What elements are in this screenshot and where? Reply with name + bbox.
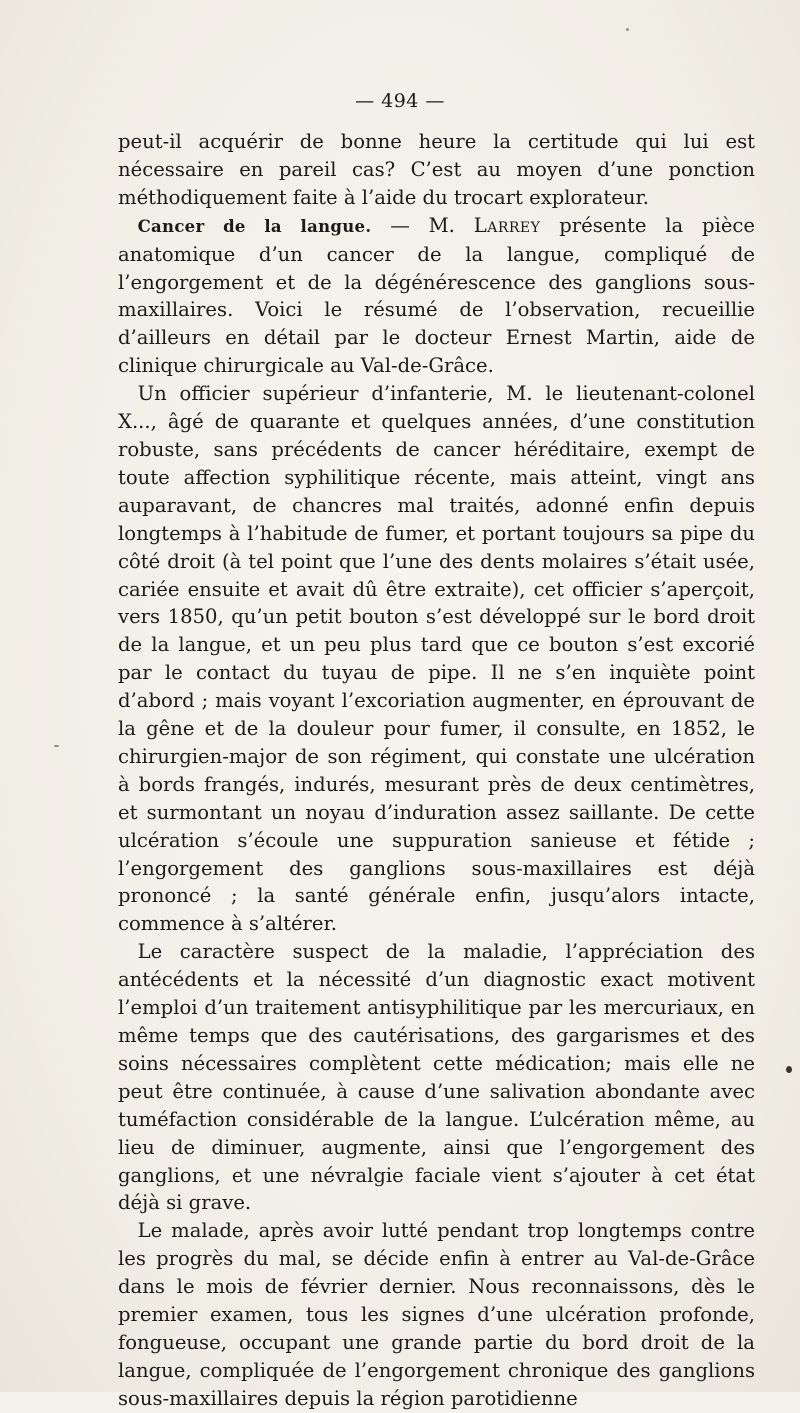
paragraph-1: peut-il acquérir de bonne heure la certitude qui lui est nécessaire en pareil cas? C’est au moyen d’une ponction méthodiquement faite à l’aide du trocart explorateur. — [118, 130, 755, 209]
paragraph-2 — [118, 212, 755, 380]
margin-speck — [626, 28, 629, 31]
paragraph-2-text: présente la pièce anatomique d’un cancer de la langue, compliqué de l’engorgement et de la dégénérescence des ganglions sous-maxillaires. Voici le résumé de l’observation, recueillie d’ailleurs en détail par le docteur Ernest Martin, aide de clinique chirurgicale au Val-de-Grâce. — [118, 213, 756, 378]
paragraph-2-dash: — M. — [371, 213, 474, 237]
page-number-header: — 494 — — [355, 90, 445, 112]
paragraph-5: Le malade, après avoir lutté pendant trop longtemps contre les progrès du mal, se décide enfin à entrer au Val-de-Grâce dans le mois de février dernier. Nous reconnaissons, dès le premier examen, tous les signes d’une ulcération profonde, fongueuse, occupant une grande partie du bord droit de la langue, compliquée de l’engorgement chronique des ganglions sous-maxillaires depuis la région parotidienne — [118, 1219, 755, 1410]
paragraph-3: Un officier supérieur d’infanterie, M. le lieutenant-colonel X..., âgé de quarante et quelques années, d’une constitution robuste, sans précédents de cancer héréditaire, exempt de toute affection syphilitique récente, mais atteint, vingt ans auparavant, de chancres mal traités, adonné enfin depuis longtemps à l’habitude de fumer, et portant toujours sa pipe du côté droit (à tel point que l’une des dents molaires s’était usée, cariée ensuite et avait dû être extraite), cet officier s’aperçoit, vers 1850, qu’un petit bouton s’est développé sur le bord droit de la langue, et un peu plus tard que ce bouton s’est excorié par le contact du tuyau de pipe. Il ne s’en inquiète point d’abord ; mais voyant l’excoriation augmenter, en éprouvant de la gêne et de la douleur pour fumer, il consulte, en 1852, le chirurgien-major de son régiment, qui constate une ulcération à bords frangés, indurés, mesurant près de deux centimètres, et surmontant un noyau d’induration assez saillante. De cette ulcération s’écoule une suppuration sanieuse et fétide ; l’engorgement des ganglions sous-maxillaires est déjà prononcé ; la santé générale enfin, jusqu’alors intacte, commence à s’altérer. — [118, 382, 755, 936]
section-heading: Cancer de la langue. — [137, 216, 372, 236]
margin-speck — [786, 1066, 792, 1073]
body-text — [118, 128, 755, 1413]
author-name: Larrey — [473, 213, 541, 237]
margin-speck — [54, 745, 59, 747]
paragraph-4: Le caractère suspect de la maladie, l’appréciation des antécédents et la nécessité d’un diagnostic exact motivent l’emploi d’un traitement antisyphilitique par les mercuriaux, en même temps que des cautérisations, des gargarismes et des soins nécessaires complètent cette médication; mais elle ne peut être continuée, à cause d’une salivation abondante avec tuméfaction considérable de la langue. L’ulcération même, au lieu de diminuer, augmente, ainsi que l’engorgement des ganglions, et une névralgie faciale vient s’ajouter à cet état déjà si grave. — [118, 940, 755, 1215]
